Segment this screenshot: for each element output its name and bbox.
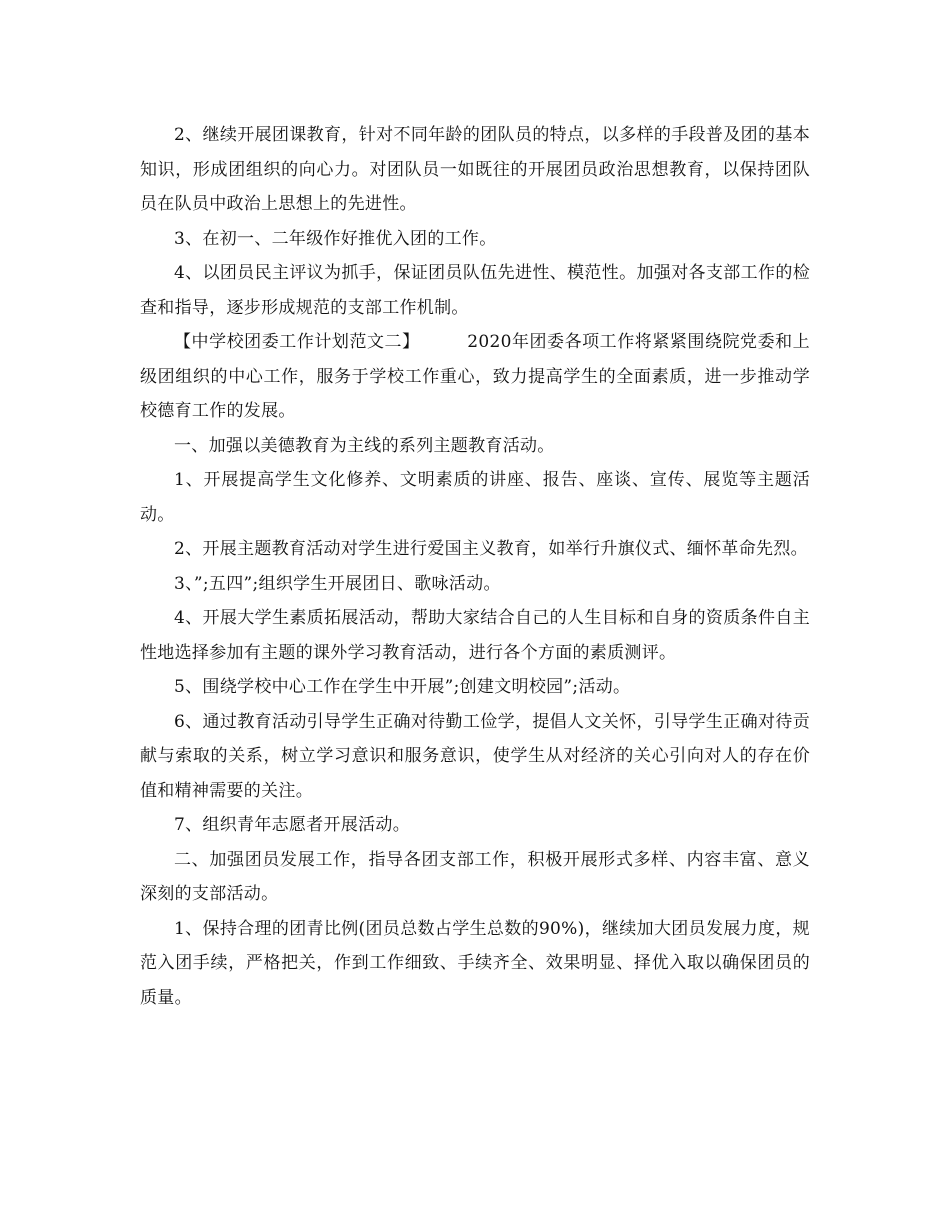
paragraph: 3、在初一、二年级作好推优入团的工作。 (174, 228, 497, 249)
paragraph: 二、加强团员发展工作，指导各团支部工作，积极开展形式多样、内容丰富、意义深刻的支部活动。 (140, 849, 810, 904)
paragraph: 5、围绕学校中心工作在学生中开展”;创建文明校园”;活动。 (174, 677, 631, 697)
paragraph: 4、开展大学生素质拓展活动，帮助大家结合自己的人生目标和自身的资质条件自主性地选择参加有主题的课外学习教育活动，进行各个方面的素质测评。 (140, 608, 810, 663)
paragraph: 【中学校团委工作计划范文二】 2020年团委各项工作将紧紧围绕院党委和上级团组织的中心工作，服务于学校工作重心，致力提高学生的全面素质，进一步推动学校德育工作的发展。 (140, 332, 810, 421)
paragraph: 6、通过教育活动引导学生正确对待勤工俭学，提倡人文关怀，引导学生正确对待贡献与索取的关系，树立学习意识和服务意识，使学生从对经济的关心引向对人的存在价值和精神需要的关注。 (140, 711, 810, 801)
document-body (140, 118, 810, 1015)
paragraph: 1、保持合理的团青比例(团员总数占学生总数的90%)，继续加大团员发展力度，规范入团手续，严格把关，作到工作细致、手续齐全、效果明显、择优入取以确保团员的质量。 (140, 918, 810, 1008)
paragraph: 3、”;五四”;组织学生开展团日、歌咏活动。 (174, 573, 501, 594)
paragraph: 1、开展提高学生文化修养、文明素质的讲座、报告、座谈、宣传、展览等主题活动。 (140, 470, 810, 525)
paragraph: 4、以团员民主评议为抓手，保证团员队伍先进性、模范性。加强对各支部工作的检查和指导，逐步形成规范的支部工作机制。 (140, 263, 810, 318)
paragraph: 2、开展主题教育活动对学生进行爱国主义教育，如举行升旗仪式、缅怀革命先烈。 (174, 539, 808, 559)
paragraph: 一、加强以美德教育为主线的系列主题教育活动。 (174, 435, 555, 456)
paragraph: 7、组织青年志愿者开展活动。 (174, 815, 411, 835)
paragraph: 2、继续开展团课教育，针对不同年龄的团队员的特点，以多样的手段普及团的基本知识，形成团组织的向心力。对团队员一如既往的开展团员政治思想教育，以保持团队员在队员中政治上思想上的先进性。 (140, 125, 810, 214)
